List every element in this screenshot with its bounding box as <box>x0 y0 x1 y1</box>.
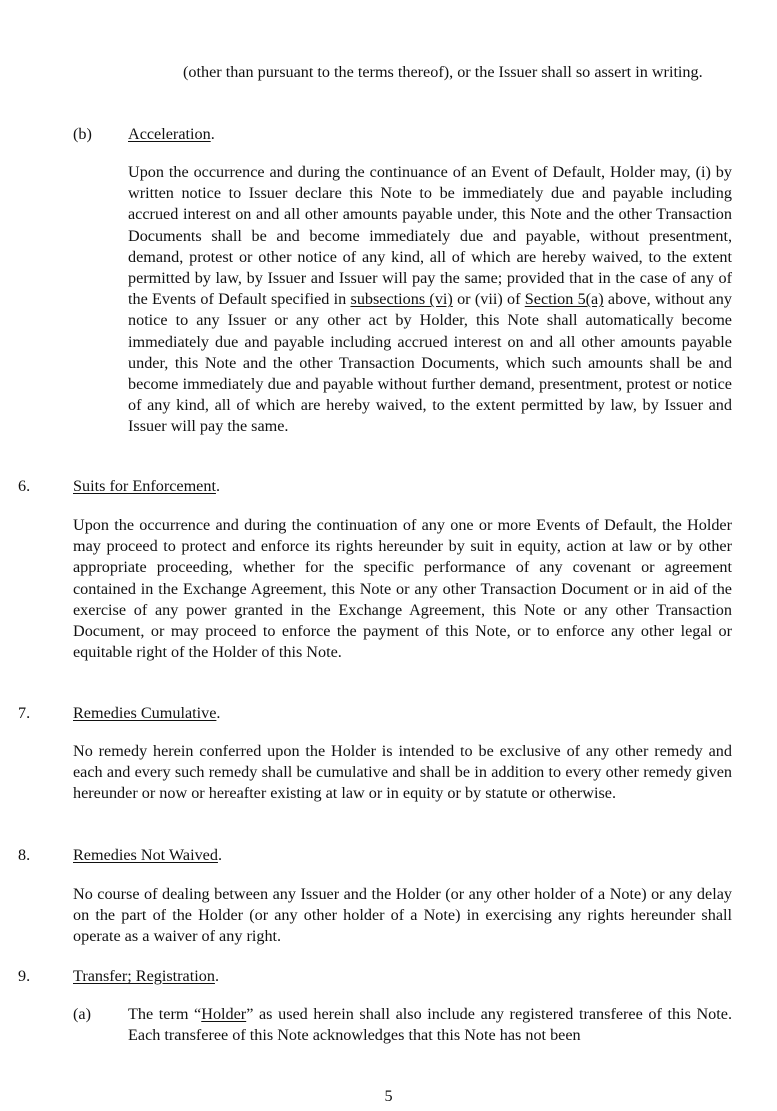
section-5b-heading-text: Acceleration <box>128 125 211 143</box>
section-7-heading-text: Remedies Cumulative <box>73 704 217 722</box>
section-8-number: 8. <box>18 846 31 864</box>
section-9-heading-text: Transfer; Registration <box>73 967 215 985</box>
section-5b-text-3: above, without any notice to any Issuer or any other act by Holder, this Note shall automatically become immediately due and payable including accrued interest on and all other amounts payable under, this Note and the other Transaction Documents, which such amounts shall be and become immediately due and payable without further demand, presentment, protest or notice of any kind, all of which are hereby waived, to the extent permitted by law, by Issuer and Issuer will pay the same. <box>128 290 732 436</box>
section-5b-text-2: or (vii) of <box>452 290 525 309</box>
section-8-heading: Remedies Not Waived. <box>73 846 222 864</box>
section-6-heading-text: Suits for Enforcement <box>73 477 216 495</box>
section-7-paragraph: No remedy herein conferred upon the Holder is intended to be exclusive of any other remedy and each and every such remedy shall be cumulative and shall be in addition to every other remedy given hereunder or now or hereafter existing at law or in equity or by statute or otherwise. <box>73 742 732 803</box>
section-9a-paragraph <box>128 1004 732 1046</box>
subsections-reference-link: subsections (vi) <box>350 290 453 309</box>
section-5a-reference-link: Section 5(a) <box>524 290 604 309</box>
section-7-number: 7. <box>18 704 31 722</box>
section-9-heading: Transfer; Registration. <box>73 967 219 985</box>
continuation-paragraph: (other than pursuant to the terms thereof), or the Issuer shall so assert in writing. <box>183 63 703 81</box>
section-9a-text-2: ” as used herein shall also include any registered transferee of this Note. Each transferee of this Note acknowledges that this Note has not been <box>128 1005 732 1045</box>
section-8-paragraph: No course of dealing between any Issuer and the Holder (or any other holder of a Note) or any delay on the part of the Holder (or any other holder of a Note) in exercising any rights hereunder shall operate as a waiver of any right. <box>73 885 732 946</box>
page-number: 5 <box>384 1087 393 1105</box>
section-5b-paragraph <box>128 162 732 438</box>
holder-defined-term: Holder <box>201 1005 247 1023</box>
section-9a-text-1: The term “ <box>128 1005 202 1023</box>
section-9a-number: (a) <box>73 1005 91 1023</box>
section-5b-text-1: Upon the occurrence and during the continuance of an Event of Default, Holder may, (i) by written notice to Issuer declare this Note to be immediately due and payable including accrued interest on and all other amounts payable under, this Note and the other Transaction Documents shall be and become immediately due and payable, without presentment, demand, protest or other notice of any kind, all of which are hereby waived, to the extent permitted by law, by Issuer and Issuer will pay the same; provided that in the case of any of the Events of Default specified in <box>128 163 732 309</box>
section-6-heading: Suits for Enforcement. <box>73 477 220 495</box>
section-6-paragraph: Upon the occurrence and during the continuation of any one or more Events of Default, the Holder may proceed to protect and enforce its rights hereunder by suit in equity, action at law or by other appropriate proceeding, whether for the specific performance of any covenant or agreement contained in the Exchange Agreement, this Note or any other Transaction Document or in aid of the exercise of any power granted in the Exchange Agreement, this Note or any other Transaction Document, or may proceed to enforce the payment of this Note, or to enforce any other legal or equitable right of the Holder of this Note. <box>73 516 732 662</box>
section-9-number: 9. <box>18 967 31 985</box>
section-8-heading-text: Remedies Not Waived <box>73 846 218 864</box>
section-6-number: 6. <box>18 477 31 495</box>
section-7-heading: Remedies Cumulative. <box>73 704 221 722</box>
section-5b-number: (b) <box>73 125 92 143</box>
section-5b-heading: Acceleration. <box>128 125 215 143</box>
